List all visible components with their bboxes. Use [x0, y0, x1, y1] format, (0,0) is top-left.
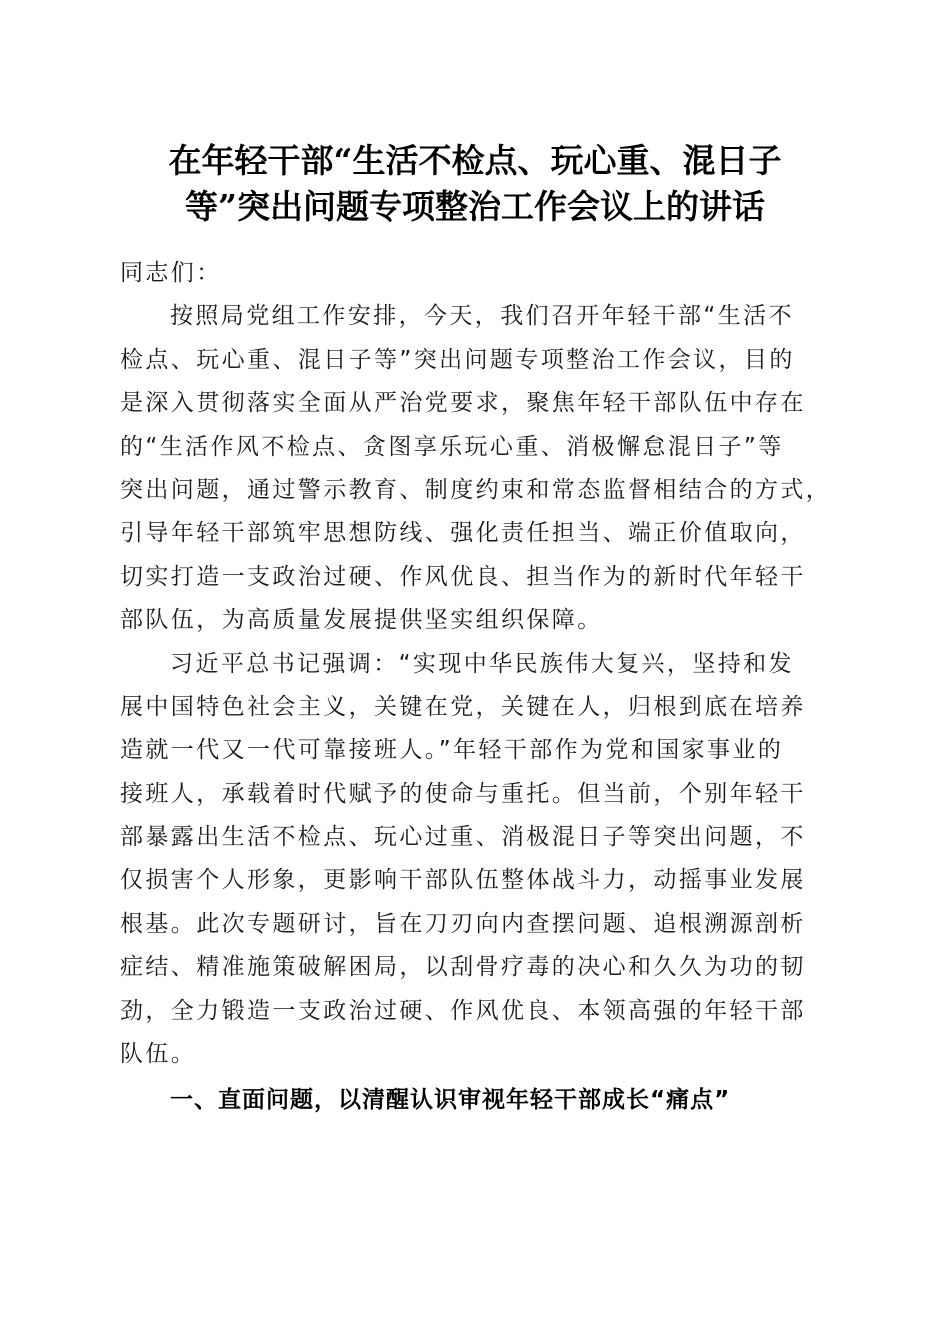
- paragraph-line: 展中国特色社会主义，关键在党，关键在人，归根到底在培养: [120, 693, 806, 720]
- paragraph-line: 引导年轻干部筑牢思想防线、强化责任担当、端正价值取向，: [120, 520, 806, 547]
- paragraph-line: 检点、玩心重、混日子等”突出问题专项整治工作会议，目的: [120, 346, 795, 373]
- paragraph-line: 根基。此次专题研讨，旨在刀刃向内查摆问题、追根溯源剖析: [120, 910, 806, 937]
- paragraph-2: [120, 643, 840, 1077]
- paragraph-line: 仅损害个人形象，更影响干部队伍整体战斗力，动摇事业发展: [120, 867, 806, 894]
- paragraph-line: 突出问题，通过警示教育、制度约束和常态监督相结合的方式，: [120, 476, 832, 503]
- paragraph-line: 症结、精准施策破解困局，以刮骨疗毒的决心和久久为功的韧: [120, 954, 806, 981]
- document-title: [100, 138, 850, 230]
- paragraph-line: 队伍。: [120, 1041, 197, 1068]
- paragraph-line: 造就一代又一代可靠接班人。”年轻干部作为党和国家事业的: [120, 737, 784, 764]
- paragraph-line: 切实打造一支政治过硬、作风优良、担当作为的新时代年轻干: [120, 563, 806, 590]
- paragraph-line: 按照局党组工作安排，今天，我们召开年轻干部“生活不: [170, 303, 794, 330]
- paragraph-line: 劲，全力锻造一支政治过硬、作风优良、本领高强的年轻干部: [120, 997, 806, 1024]
- paragraph-line: 接班人，承载着时代赋予的使命与重托。但当前，个别年轻干: [120, 780, 806, 807]
- section-heading: 一、直面问题，以清醒认识审视年轻干部成长“痛点”: [170, 1087, 731, 1114]
- salutation: 同志们：: [120, 260, 222, 286]
- paragraph-line: 部队伍，为高质量发展提供坚实组织保障。: [120, 607, 603, 634]
- document-body: [120, 252, 840, 1123]
- paragraph-line: 部暴露出生活不检点、玩心过重、消极混日子等突出问题，不: [120, 824, 806, 851]
- paragraph-1: [120, 295, 840, 642]
- title-line-1: 在年轻干部“生活不检点、玩心重、混日子: [168, 141, 782, 180]
- paragraph-line: 是深入贯彻落实全面从严治党要求，聚焦年轻干部队伍中存在: [120, 390, 806, 417]
- paragraph-line: 的“生活作风不检点、贪图享乐玩心重、消极懈怠混日子”等: [120, 433, 784, 460]
- paragraph-line: 习近平总书记强调：“实现中华民族伟大复兴，坚持和发: [170, 650, 794, 677]
- title-line-2: 等”突出问题专项整治工作会议上的讲话: [185, 187, 765, 226]
